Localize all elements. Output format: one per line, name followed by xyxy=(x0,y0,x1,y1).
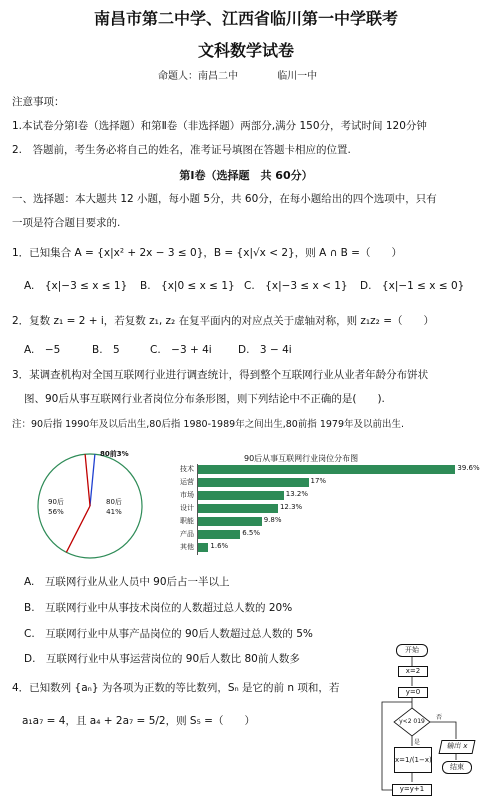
bar xyxy=(198,465,455,474)
q3-note: 注：90后指 1990年及以后出生,80后指 1980-1989年之间出生,80前指 1979年及以前出生. xyxy=(12,419,405,430)
bar-axis xyxy=(197,464,198,555)
bar-value: 9.8% xyxy=(263,516,282,524)
q2-option-c: C. −3 + 4i xyxy=(150,344,212,356)
flowchart-output: 输出 x xyxy=(439,740,476,754)
section-intro-1: 一、选择题：本大题共 12 小题，每小题 5分，共 60分，在每小题给出的四个选项中，只有 xyxy=(12,193,437,205)
bar-value: 17% xyxy=(310,477,327,485)
bar xyxy=(198,517,262,526)
q1-option-b: B. {x|0 ≤ x ≤ 1} xyxy=(140,280,235,292)
flowchart-start: 开始 xyxy=(396,644,428,657)
exam-title: 南昌市第二中学、江西省临川第一中学联考 xyxy=(93,9,398,28)
notice-heading: 注意事项： xyxy=(12,96,65,108)
bar-value: 12.3% xyxy=(279,503,303,511)
q3-option-b: B. 互联网行业中从事技术岗位的人数超过总人数的 20% xyxy=(24,602,293,614)
bar-value: 6.5% xyxy=(242,529,261,537)
q4-line-2: a₁a₇ = 4，且 a₄ + 2a₇ = 5/2，则 S₅ =（ ） xyxy=(22,715,255,727)
pie-label-80: 80后 41% xyxy=(106,498,122,516)
author-2: 临川一中 xyxy=(277,71,318,82)
pie-label-80before: 80前3% xyxy=(100,450,129,458)
bar-value: 39.6% xyxy=(457,464,480,472)
q3-option-a: A. 互联网行业从业人员中 90后占一半以上 xyxy=(24,576,230,588)
q2-option-d: D. 3 − 4i xyxy=(238,344,292,356)
q3-option-d: D. 互联网行业中从事运营岗位的 90后人数比 80前人数多 xyxy=(24,653,300,665)
q2-option-a: A. −5 xyxy=(24,344,61,356)
flowchart-assign-x: x=1/(1−x) xyxy=(394,747,432,773)
bar-label: 其他 xyxy=(180,543,194,551)
pie-label-90: 90后 56% xyxy=(48,498,64,516)
notice-item-1: 1.本试卷分第Ⅰ卷（选择题）和第Ⅱ卷（非选择题）两部分,满分 150分，考试时间 120分钟 xyxy=(12,120,427,132)
bar xyxy=(198,543,208,552)
q3-stem-2: 图、90后从事互联网行业者岗位分布条形图，则下列结论中不正确的是( ). xyxy=(24,393,385,405)
notice-item-2: 2. 答题前，考生务必将自己的姓名，准考证号填图在答题卡相应的位置. xyxy=(12,144,351,156)
q2-stem: 2．复数 z₁ = 2 + i，若复数 z₁, z₂ 在复平面内的对应点关于虚轴对称，则 z₁z₂ =（ ） xyxy=(12,315,434,327)
q2-option-b: B. 5 xyxy=(92,344,120,356)
bar-chart-title: 90后从事互联网行业岗位分布图 xyxy=(244,454,359,463)
flowchart-no-label: 否 xyxy=(436,714,443,721)
bar-value: 13.2% xyxy=(285,490,309,498)
q4-line-1: 4．已知数列 {aₙ} 为各项为正数的等比数列，Sₙ 是它的前 n 项和，若 xyxy=(12,682,340,694)
flowchart-assign-y: y=y+1 xyxy=(392,784,432,796)
bar-label: 职能 xyxy=(180,517,194,525)
section-title: 第Ⅰ卷（选择题 共 60分） xyxy=(179,169,313,182)
bar-chart xyxy=(168,464,480,560)
bar xyxy=(198,530,240,539)
bar-label: 技术 xyxy=(180,465,194,473)
flowchart xyxy=(372,642,490,810)
author-1: 命题人：南昌二中 xyxy=(158,71,238,82)
bar xyxy=(198,491,284,500)
flowchart-yes-label: 是 xyxy=(414,739,421,746)
q3-stem-1: 3．某调查机构对全国互联网行业进行调查统计，得到整个互联网行业从业者年龄分布饼状 xyxy=(12,369,429,381)
bar-label: 市场 xyxy=(180,491,194,499)
bar-label: 设计 xyxy=(180,504,194,512)
authors xyxy=(158,67,353,82)
bar-label: 产品 xyxy=(180,530,194,538)
bar-value: 1.6% xyxy=(210,542,229,550)
q1-option-d: D. {x|−1 ≤ x ≤ 0} xyxy=(360,280,465,292)
bar xyxy=(198,504,278,513)
flowchart-condition: y<2 019 xyxy=(399,718,425,725)
q1-option-a: A. {x|−3 ≤ x ≤ 1} xyxy=(24,280,128,292)
flowchart-end: 结束 xyxy=(442,761,472,774)
bar xyxy=(198,478,309,487)
flowchart-init-y: y=0 xyxy=(398,687,428,698)
q1-option-c: C. {x|−3 ≤ x < 1} xyxy=(244,280,348,292)
q1-stem: 1．已知集合 A = {x|x² + 2x − 3 ≤ 0}，B = {x|√x < 2}，则 A ∩ B =（ ） xyxy=(12,247,402,259)
bar-label: 运营 xyxy=(180,478,194,486)
flowchart-init-x: x=2 xyxy=(398,666,428,677)
exam-subtitle: 文科数学试卷 xyxy=(197,41,294,60)
section-intro-2: 一项是符合题目要求的. xyxy=(12,217,121,229)
q3-option-c: C. 互联网行业中从事产品岗位的 90后人数超过总人数的 5% xyxy=(24,628,313,640)
